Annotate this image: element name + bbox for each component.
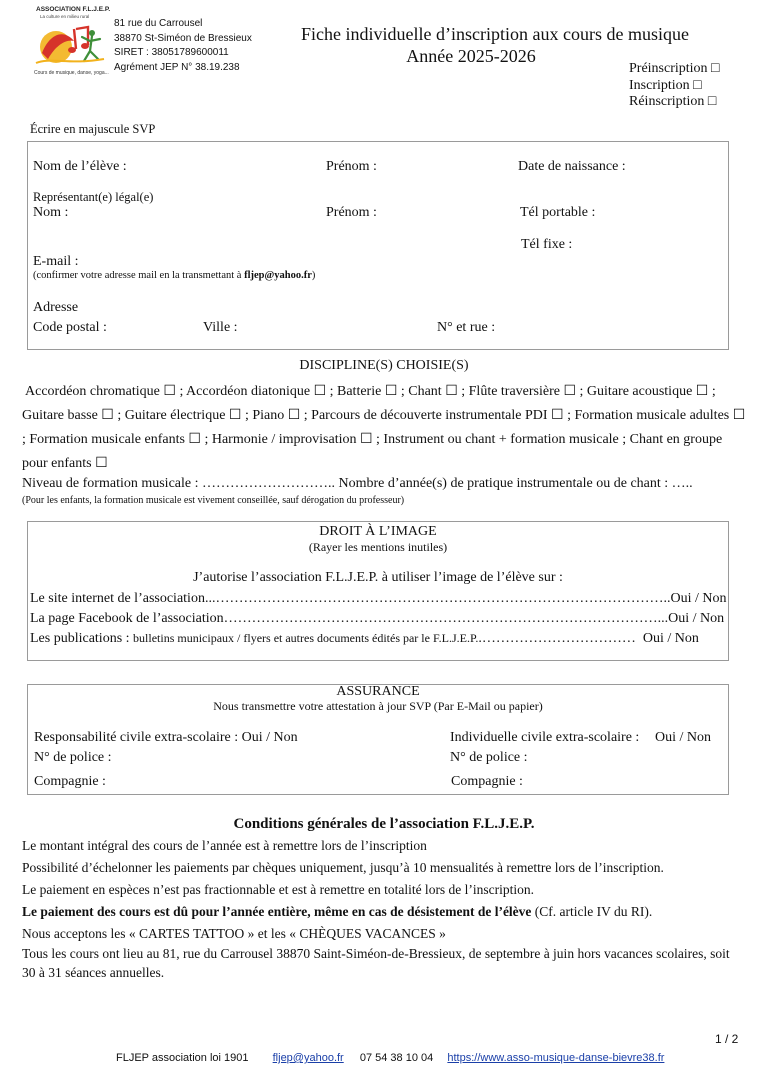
legal-representative-label: Représentant(e) légal(e): [33, 190, 154, 204]
option-inscription[interactable]: Inscription □: [629, 77, 702, 93]
individual-insurance-choice[interactable]: Oui / Non: [655, 730, 711, 745]
birth-date-field[interactable]: Date de naissance :: [518, 159, 626, 174]
insurance-heading: ASSURANCE: [336, 684, 420, 699]
music-level-note: (Pour les enfants, la formation musicale est vivement conseillée, sauf dérogation du professeur): [22, 495, 405, 506]
conditions-heading: Conditions générales de l’association F.L.J.E.P.: [233, 816, 535, 832]
conditions-paragraph: Tous les cours ont lieu au 81, rue du Carrousel 38870 Saint-Siméon-de-Bressieux, de septembre à juin hors vacances scolaires, soit 30 à 31 séances annuelles.: [22, 946, 730, 980]
leader-dots: …………………………………………………………………………………...: [223, 611, 669, 626]
student-first-name-field[interactable]: Prénom :: [326, 159, 377, 174]
option-preinscription[interactable]: Préinscription □: [629, 61, 720, 76]
discipline-list[interactable]: Accordéon chromatique ☐ ; Accordéon diatonique ☐ ; Batterie ☐ ; Chant ☐ ; Flûte traversière ☐ ; Guitare acoustique ☐ ; Guitare basse ☐ ; Guitare électrique ☐ ; Piano ☐ ; Parcours de découverte instrumentale PDI ☐ ; Formation musicale adultes ☐ ; Formation musicale enfants ☐ ; Harmonie / improvisation ☐ ; Instrument ou chant + formation musicale ; Chant en groupe pour enfants ☐: [22, 384, 746, 471]
email-note-address: fljep@yahoo.fr: [244, 270, 312, 281]
registration-type-options: [629, 61, 720, 111]
email-note-suffix: ): [311, 270, 316, 281]
footer-website-link[interactable]: https://www.asso-musique-danse-bievre38.fr: [447, 1052, 665, 1064]
leader-dots: ……………………………………………………………………………………..: [215, 591, 671, 606]
email-field[interactable]: E-mail :: [33, 254, 79, 269]
email-note: [33, 270, 315, 281]
conditions-paragraph: Le montant intégral des cours de l’année est à remettre lors de l’inscription: [22, 838, 427, 853]
conditions-reference: (Cf. article IV du RI).: [531, 904, 653, 919]
footer-organization: FLJEP association loi 1901: [116, 1052, 249, 1064]
footer: [116, 1052, 664, 1064]
music-dancer-icon: [30, 19, 110, 71]
civil-liability-choice[interactable]: Responsabilité civile extra-scolaire : Oui / Non: [34, 730, 298, 745]
landline-phone-field[interactable]: Tél fixe :: [521, 237, 573, 252]
street-field[interactable]: N° et rue :: [437, 320, 496, 335]
rep-name-field[interactable]: Nom :: [33, 205, 69, 220]
leader-dots: .……………………………: [478, 631, 636, 646]
email-note-prefix: (confirmer votre adresse mail en la transmettant à: [33, 270, 245, 281]
facebook-consent-row[interactable]: [30, 611, 725, 627]
logo-association-name: ASSOCIATION F.L.J.E.P.: [36, 6, 111, 13]
publications-consent-row[interactable]: [30, 631, 718, 647]
logo-caption: Cours de musique, danse, yoga...: [34, 70, 109, 76]
publications-consent-label: Les publications :: [30, 631, 134, 646]
title-line-2: Année 2025-2026: [406, 46, 536, 66]
policy-number-left-field[interactable]: N° de police :: [34, 750, 112, 765]
agrement-line: Agrément JEP N° 38.19.238: [114, 61, 240, 73]
facebook-consent-label: La page Facebook de l’association: [30, 611, 224, 626]
insurance-subheading: Nous transmettre votre attestation à jour SVP (Par E-Mail ou papier): [213, 699, 543, 713]
postal-code-field[interactable]: Code postal :: [33, 320, 107, 335]
title-line-1: Fiche individuelle d’inscription aux cours de musique: [301, 24, 689, 44]
page-number: 1 / 2: [715, 1032, 739, 1046]
footer-phone: 07 54 38 10 04: [359, 1052, 434, 1064]
uppercase-instruction: Écrire en majuscule SVP: [30, 122, 156, 136]
publications-consent-value[interactable]: Oui / Non: [642, 631, 699, 646]
option-reinscription[interactable]: Réinscription □: [629, 94, 717, 109]
website-consent-label: Le site internet de l’association...: [30, 591, 216, 606]
conditions-bold-text: Le paiement des cours est dû pour l’année entière, même en cas de désistement de l’élève: [22, 904, 532, 919]
discipline-heading: DISCIPLINE(S) CHOISIE(S): [299, 358, 469, 373]
footer-email-link[interactable]: fljep@yahoo.fr: [272, 1052, 344, 1064]
address-label: Adresse: [33, 300, 79, 315]
address-line: 38870 St-Siméon de Bressieux: [114, 32, 252, 44]
rep-first-name-field[interactable]: Prénom :: [326, 205, 377, 220]
website-consent-value[interactable]: Oui / Non: [670, 591, 727, 606]
conditions-paragraph: Le paiement en espèces n’est pas fractionnable et est à remettre en totalité lors de l’inscription.: [22, 882, 535, 897]
address-line: 81 rue du Carrousel: [114, 18, 203, 29]
individual-insurance-label: Individuelle civile extra-scolaire :: [450, 730, 640, 745]
image-rights-heading: DROIT À L’IMAGE: [319, 524, 437, 539]
mobile-phone-field[interactable]: Tél portable :: [520, 205, 596, 220]
logo-tagline: La culture en milieu rural: [40, 14, 90, 19]
music-level-line[interactable]: Niveau de formation musicale : ……………………….. Nombre d’année(s) de pratique instrumentale ou de chant : …..: [22, 476, 693, 491]
image-rights-authorization: J’autorise l’association F.L.J.E.P. à utiliser l’image de l’élève sur :: [193, 570, 563, 585]
company-left-field[interactable]: Compagnie :: [34, 774, 106, 789]
image-rights-subheading: (Rayer les mentions inutiles): [308, 540, 448, 554]
city-field[interactable]: Ville :: [203, 320, 238, 335]
conditions-paragraph: Possibilité d’échelonner les paiements par chèques uniquement, jusqu’à 10 mensualités à remettre lors de l’inscription.: [22, 860, 664, 875]
logo: [30, 6, 110, 78]
conditions-paragraph: [22, 904, 652, 920]
policy-number-right-field[interactable]: N° de police :: [450, 750, 528, 765]
conditions-paragraph: Nous acceptons les « CARTES TATTOO » et les « CHÈQUES VACANCES »: [22, 926, 446, 941]
company-right-field[interactable]: Compagnie :: [451, 774, 523, 789]
facebook-consent-value[interactable]: Oui / Non: [668, 611, 725, 626]
publications-detail: bulletins municipaux / flyers et autres documents édités par le F.L.J.E.P.: [133, 631, 479, 645]
siret-line: SIRET : 38051789600011: [114, 47, 229, 58]
student-name-field[interactable]: Nom de l’élève :: [33, 159, 127, 174]
website-consent-row[interactable]: [30, 591, 727, 607]
